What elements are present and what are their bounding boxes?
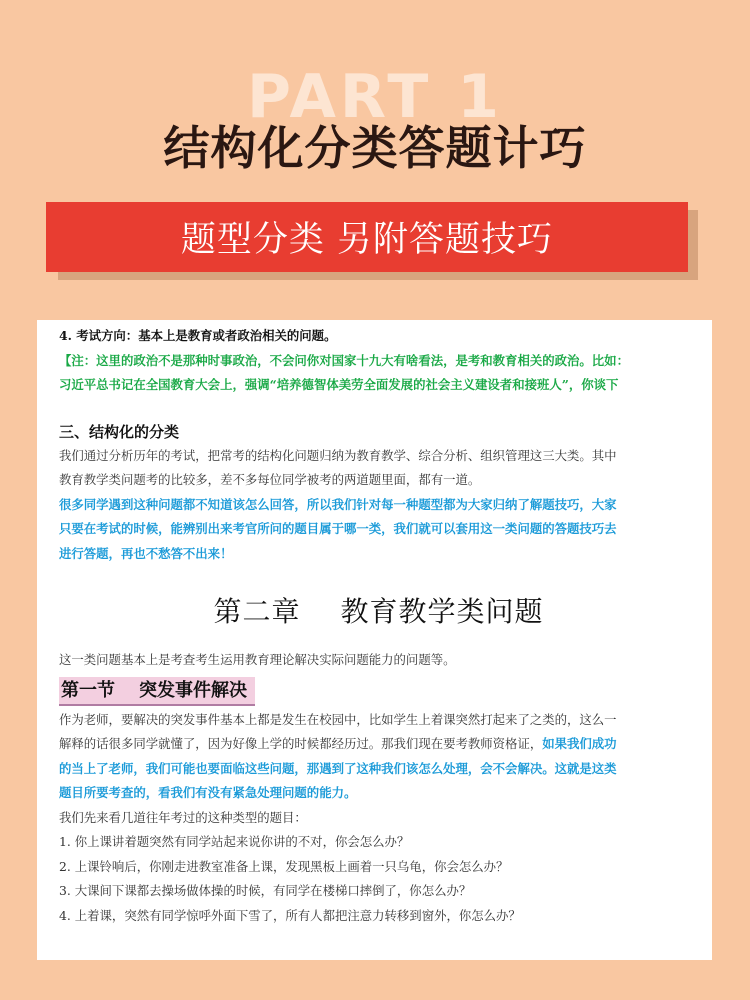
question-item: 2. 上课铃响后，你刚走进教室准备上课，发现黑板上画着一只乌龟，你会怎么办？	[59, 858, 509, 874]
note-line-1: 【注：这里的政治不是那种时事政治，不会问你对国家十九大有啥看法，是考和教育相关的政治。比如：	[59, 352, 629, 368]
paragraph-line: 我们先来看几道往年考过的这种类型的题目：	[59, 809, 307, 825]
highlight-line: 进行答题，再也不愁答不出来！	[59, 545, 233, 561]
paragraph-text: 解释的话很多同学就懂了，因为好像上学的时候都经历过。那我们现在要考教师资格证，	[59, 736, 543, 751]
chapter-intro: 这一类问题基本上是考查考生运用教育理论解决实际问题能力的问题等。	[59, 652, 456, 667]
highlight-line: 的当上了老师，我们可能也要面临这些问题，那遇到了这种我们该怎么处理，会不会解决。这就是这类	[59, 760, 617, 776]
subtitle-banner: 题型分类 另附答题技巧	[46, 202, 688, 272]
highlight-text: 如果我们成功	[542, 736, 617, 751]
question-item: 1. 你上课讲着题突然有同学站起来说你讲的不对，你会怎么办？	[59, 834, 410, 849]
subsection-number: 第一节	[61, 679, 115, 701]
section-heading: 三、结构化的分类	[59, 422, 180, 441]
chapter-number: 第二章	[213, 595, 301, 628]
highlight-line: 很多同学遇到这种问题都不知道该怎么回答，所以我们针对每一种题型都为大家归纳了解题技巧，大家	[59, 496, 617, 512]
note-line-2: 习近平总书记在全国教育大会上，强调“培养德智体美劳全面发展的社会主义建设者和接班人”，你谈下	[59, 377, 619, 392]
paragraph-line: 作为老师，要解决的突发事件基本上都是发生在校园中，比如学生上着课突然打起来了之类的，这么一	[59, 711, 617, 727]
paragraph-line	[59, 732, 698, 757]
highlight-line: 只要在考试的时候，能辨别出来考官所问的题目属于哪一类，我们就可以套用这一类问题的答题技巧去	[59, 521, 617, 536]
exam-direction-item: 4. 考试方向：基本上是教育或者政治相关的问题。	[59, 328, 337, 343]
paragraph-line: 教育教学类问题考的比较多，差不多每位同学被考的两道题里面，都有一道。	[59, 472, 481, 487]
question-item: 3. 大课间下课都去操场做体操的时候，有同学在楼梯口摔倒了，你怎么办？	[59, 883, 472, 898]
part-watermark: PART 1	[247, 62, 503, 132]
subsection-heading	[59, 677, 255, 706]
chapter-title: 教育教学类问题	[340, 595, 544, 628]
paragraph-line: 我们通过分析历年的考试，把常考的结构化问题归纳为教育教学、综合分析、组织管理这三大类。其中	[59, 447, 617, 463]
document-excerpt	[37, 320, 712, 960]
question-item: 4. 上着课，突然有同学惊呼外面下雪了，所有人都把注意力转移到窗外，你怎么办？	[59, 907, 521, 923]
highlight-line: 题目所要考查的，看我们有没有紧急处理问题的能力。	[59, 785, 357, 800]
subsection-title: 突发事件解决	[139, 679, 247, 701]
page-title: 结构化分类答题计巧	[163, 121, 587, 175]
chapter-heading	[59, 592, 698, 632]
